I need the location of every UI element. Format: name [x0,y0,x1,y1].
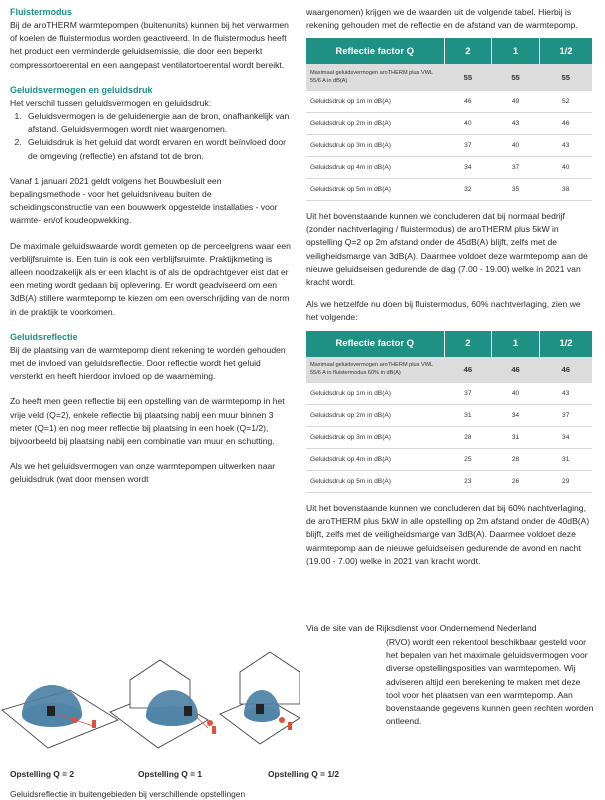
table-cell: 43 [539,383,592,405]
table-header-cell: 1 [492,38,540,64]
table-cell-label: Geluidsdruk op 1m in dB(A) [306,383,444,405]
caption-q2: Opstelling Q = 2 [10,769,74,779]
setup-q-half-illustration [220,652,300,744]
table-cell: 34 [444,156,492,178]
table-cell-label: Geluidsdruk op 2m in dB(A) [306,112,444,134]
table-cell: 55 [539,64,592,90]
table-cell: 40 [539,156,592,178]
heat-pump-icon [256,704,264,714]
distance-marker-icon [72,717,78,723]
table-header-cell: Reflectie factor Q [306,38,444,64]
heat-pump-icon [184,706,192,716]
table-cell: 28 [444,427,492,449]
table-row [306,90,592,112]
table-header-cell: 1/2 [539,331,592,357]
table-cell: 26 [492,471,540,493]
table-cell: 49 [492,90,540,112]
listener-icon [212,726,216,734]
table-cell: 37 [444,134,492,156]
table-header-cell: Reflectie factor Q [306,331,444,357]
table-cell-label: Geluidsdruk op 3m in dB(A) [306,134,444,156]
table-cell: 46 [444,357,492,383]
table-cell-label: Geluidsdruk op 4m in dB(A) [306,156,444,178]
table-cell: 34 [539,427,592,449]
caption-q1: Opstelling Q = 1 [138,769,202,779]
heading-fluistermodus: Fluistermodus [10,7,73,17]
table-cell: 23 [444,471,492,493]
table-row [306,134,592,156]
table-header-row [306,331,592,357]
table-cell: 31 [492,427,540,449]
table-cell: 32 [444,178,492,200]
paragraph-fluistermodus: Bij de aroTHERM warmtepompen (buitenunits) kunnen bij het verwarmen of koelen de fluistermodus worden geactiveerd. In de fluistermodus heeft het product een verminderde geluidsemissie, die door een beperkt compressortoerental en een aangepast ventilatortoerental wordt bereikt. [10,20,289,70]
paragraph-fluistermodus-intro: Als we hetzelfde nu doen bij fluistermodus, 60% nachtverlaging, zien we het volgende: [306,299,581,323]
setup-q2-illustration [2,685,118,748]
caption-q-half: Opstelling Q = 1/2 [268,769,339,779]
table-cell: 46 [539,112,592,134]
listener-icon [92,720,96,728]
table-cell: 31 [444,405,492,427]
table-cell: 28 [492,449,540,471]
table-row [306,449,592,471]
listener-icon [288,722,292,730]
distance-marker-icon [207,720,213,726]
table-cell: 43 [539,134,592,156]
table-row [306,471,592,493]
table-row-max [306,64,592,90]
table-row [306,427,592,449]
paragraph-zo-heeft: Zo heeft men geen reflectie bij een opstelling van de warmtepomp in het vrije veld (Q=2), enkele reflectie bij plaatsing nabij een muur binnen 3 meter (Q=1) en nog meer reflectie bij plaatsing in een hoek (Q=1/2), bijvoorbeeld bij plaatsing nabij een combinatie van muur en schutting. [10,396,285,447]
paragraph-rvo: (RVO) wordt een rekentool beschikbaar gesteld voor het bepalen van het maximale geluidsvermogen voor diverse opstellingsposities van warmtepomen. Wij adviseren altijd een berekening te maken met deze tool voor het plaatsen van een warmtepomp. Aan bovenstaande gegevens kunnen geen rechten worden ontleend. [386,637,594,727]
paragraph-reflectie: Bij de plaatsing van de warmtepomp dient rekening te worden gehouden met de invloed van geluidsreflectie. Door reflectie wordt het geluid versterkt en heeft hierdoor invloed op de waarneming. [10,344,286,382]
table-cell: 37 [444,383,492,405]
table-cell: 29 [539,471,592,493]
table-row-max [306,357,592,383]
table-cell-label: Geluidsdruk op 5m in dB(A) [306,178,444,200]
table-cell: 40 [492,134,540,156]
paragraph-bouwbesluit: Vanaf 1 januari 2021 geldt volgens het Bouwbesluit een bepalingsmethode - voor het geluidsniveau buiten de scheidingsconstructie van een bouwwerk opgestelde installaties - voor warmte- en/of koudeopwekking. [10,175,278,226]
table-cell: 37 [539,405,592,427]
table-header-row [306,38,592,64]
table-cell-label: Geluidsdruk op 1m in dB(A) [306,90,444,112]
table-header-cell: 1 [492,331,540,357]
table-cell-label: Geluidsdruk op 3m in dB(A) [306,427,444,449]
setup-q1-illustration [110,660,216,748]
illustration-footnote: Geluidsreflectie in buitengebieden bij verschillende opstellingen [10,789,246,799]
table-cell: 43 [492,112,540,134]
paragraph-conclusion-day: Uit het bovenstaande kunnen we concluderen dat bij normaal bedrijf (zonder nachtverlaging / fluistermodus) de aroTHERM plus 5kW in opstelling Q=2 op 2m afstand onder de 45dB(A) blijft, zelfs met de veiligheidsmarge van 3dB(A). Daarmee voldoet deze warmtepomp aan de nieuwe geluidseisen gedurende de dag (7.00 - 19.00) welke in 2021 van kracht wordt. [306,210,588,287]
list-item: 1. Geluidsvermogen is de geluidenergie aan de bron, onafhankelijk van afstand. Geluidsvermogen wordt niet waargenomen. [24,110,292,136]
table-header-cell: 1/2 [539,38,592,64]
paragraph-continue: waargenomen) krijgen we de waarden uit de volgende tabel. Hierbij is rekening gehouden met de reflectie en de afstand van de warmtepomp. [306,7,578,31]
table-row [306,383,592,405]
table-header-cell: 2 [444,331,492,357]
paragraph-als-we: Als we het geluidsvermogen van onze warmtepompen uitwerken naar geluidsdruk (wat door mensen wordt [10,461,276,485]
table-cell: 46 [539,357,592,383]
paragraph-maximale: De maximale geluidswaarde wordt gemeten op de perceelgrens waar een verblijfsruimte is. Een tuin is ook een verblijfsruimte. Praktijkmeting is alleen noodzakelijk als er een klacht is of als de opdrachtgever eist dat er een meting wordt gedaan bij oplevering. Er wordt geadviseerd om een 3dB(A) stillere warmtepomp te kiezen om een overschrijding van de norm in de praktijk te voorkomen. [10,240,291,317]
table-cell: 31 [539,449,592,471]
table-cell-label: Maximaal geluidsvermogen aroTHERM plus VWL 55/6 A in fluistermodus 60% in dB(A) [306,357,444,383]
table-cell: 55 [444,64,492,90]
paragraph-verschil: Het verschil tussen geluidsvermogen en geluidsdruk: [10,97,212,108]
table-reflectie-normal [306,38,592,201]
reflection-illustration [0,640,300,770]
table-row [306,178,592,200]
table-cell-label: Geluidsdruk op 2m in dB(A) [306,405,444,427]
table-cell: 55 [492,64,540,90]
table-cell: 38 [539,178,592,200]
table-cell: 40 [492,383,540,405]
table-cell: 34 [492,405,540,427]
right-column [306,6,592,568]
table-cell: 25 [444,449,492,471]
left-column [10,6,292,487]
table-row [306,156,592,178]
list-item: 2. Geluidsdruk is het geluid dat wordt ervaren en wordt beïnvloed door de omgeving (reflectie) en afstand tot de bron. [24,136,292,162]
table-row [306,112,592,134]
numbered-list [20,110,292,163]
table-cell: 46 [444,90,492,112]
table-cell: 37 [492,156,540,178]
table-cell: 52 [539,90,592,112]
table-cell-label: Geluidsdruk op 5m in dB(A) [306,471,444,493]
heading-geluidsreflectie: Geluidsreflectie [10,331,78,342]
paragraph-conclusion-night: Uit het bovenstaande kunnen we concluderen dat bij 60% nachtverlaging, de aroTHERM plus 5kW in alle opstelling op 2m afstand onder de 40dB(A) blijft, zelfs met de veiligheidsmarge van 3dB(A). Daarmee voldoet deze warmtepomp aan de nieuwe geluidseisen gedurende de avond en nacht (19.00 - 7.00) welke in 2021 van kracht wordt. [306,503,590,566]
table-cell: 46 [492,357,540,383]
table-row [306,405,592,427]
heading-geluidsvermogen: Geluidsvermogen en geluidsdruk [10,84,153,95]
distance-marker-icon [279,717,285,723]
table-cell-label: Maximaal geluidsvermogen aroTHERM plus VWL 55/6 A in dB(A) [306,64,444,90]
table-cell-label: Geluidsdruk op 4m in dB(A) [306,449,444,471]
table-reflectie-fluister [306,331,592,494]
paragraph-rvo-first-line: Via de site van de Rijksdienst voor Ondernemend Nederland [306,623,537,633]
heat-pump-icon [47,706,55,716]
table-cell: 35 [492,178,540,200]
table-cell: 40 [444,112,492,134]
table-header-cell: 2 [444,38,492,64]
